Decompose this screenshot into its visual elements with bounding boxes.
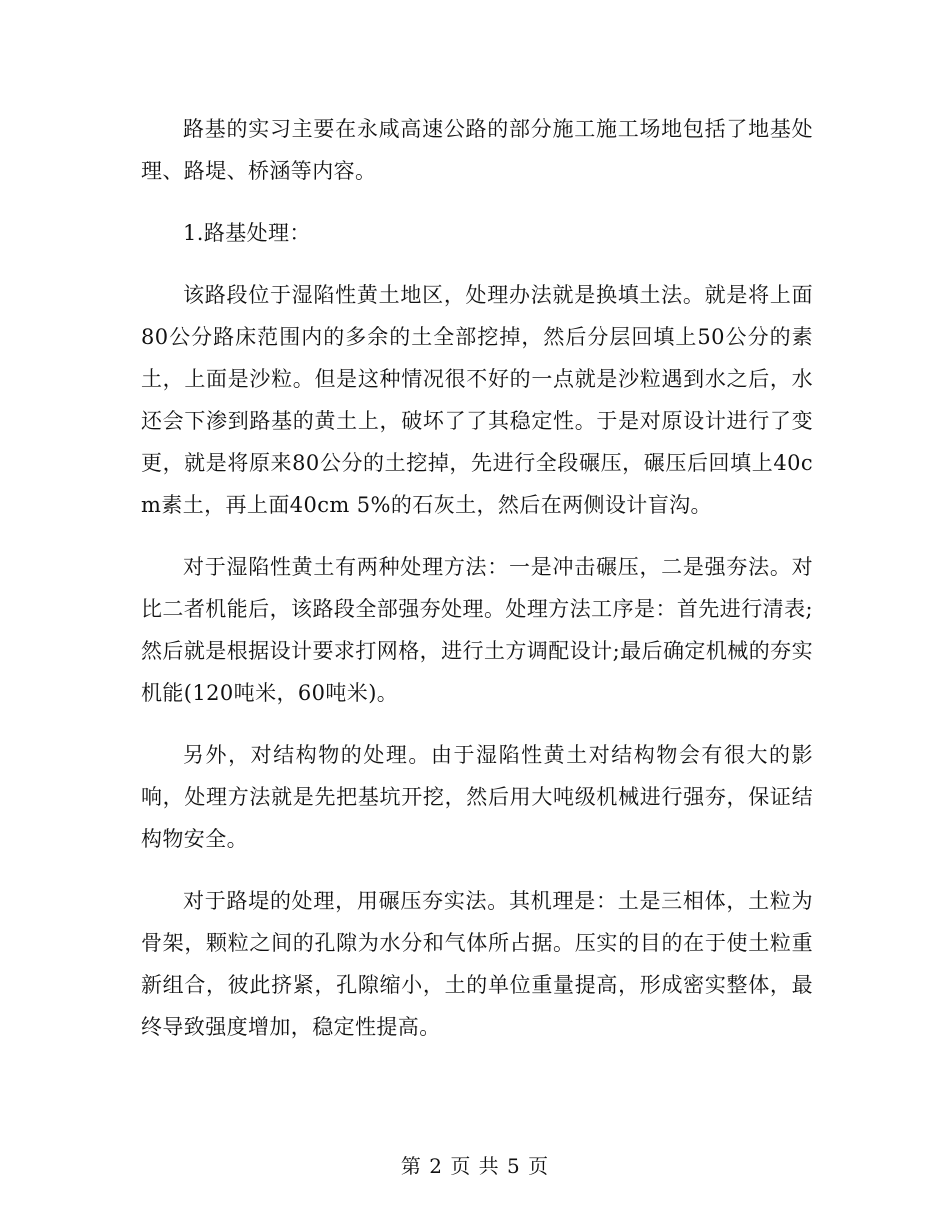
body-paragraph: 另外，对结构物的处理。由于湿陷性黄土对结构物会有很大的影响，处理方法就是先把基坑开挖，然后用大吨级机械进行强夯，保证结构物安全。	[141, 743, 813, 851]
body-paragraph: 对于路堤的处理，用碾压夯实法。其机理是：土是三相体，土粒为骨架，颗粒之间的孔隙为水分和气体所占据。压实的目的在于使土粒重新组合，彼此挤紧，孔隙缩小，土的单位重量提高，形成密实整体，最终导致强度增加，稳定性提高。	[141, 889, 813, 1039]
intro-paragraph: 路基的实习主要在永咸高速公路的部分施工施工场地包括了地基处理、路堤、桥涵等内容。	[141, 117, 813, 183]
body-paragraph: 对于湿陷性黄土有两种处理方法：一是冲击碾压，二是强夯法。对比二者机能后，该路段全部强夯处理。处理方法工序是：首先进行清表;然后就是根据设计要求打网格，进行土方调配设计;最后确定机械的夯实机能(120吨米，60吨米)。	[141, 555, 813, 705]
document-body	[141, 108, 813, 1068]
section-heading: 1.路基处理：	[183, 221, 311, 245]
body-paragraph: 该路段位于湿陷性黄土地区，处理办法就是换填土法。就是将上面80公分路床范围内的多余的土全部挖掉，然后分层回填上50公分的素土，上面是沙粒。但是这种情况很不好的一点就是沙粒遇到水之后，水还会下渗到路基的黄土上，破坏了了其稳定性。于是对原设计进行了变更，就是将原来80公分的土挖掉，先进行全段碾压，碾压后回填上40cm素土，再上面40cm 5%的石灰土，然后在两侧设计盲沟。	[141, 283, 813, 517]
page-number-footer: 第 2 页 共 5 页	[400, 1154, 550, 1178]
